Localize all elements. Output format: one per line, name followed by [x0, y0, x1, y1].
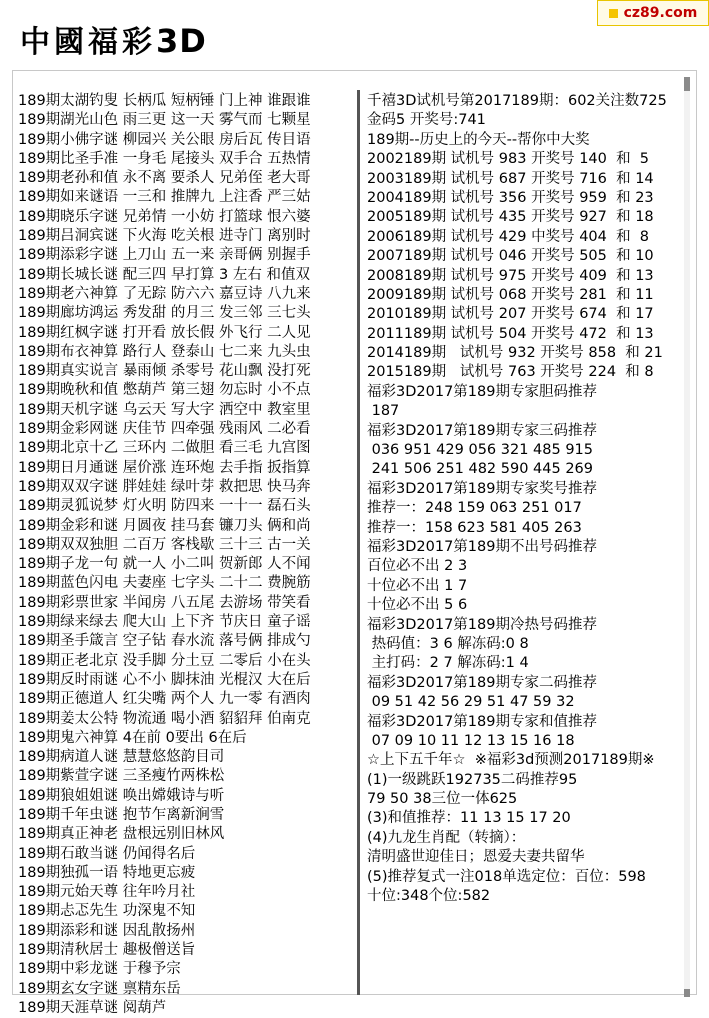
forecast-line: (5)推荐复式一注018单选定位：百位：598 [367, 868, 646, 885]
forecast-line: 2004189期 试机号 356 开奖号 959 和 23 [367, 189, 654, 206]
riddle-line: 189期中彩龙谜 于穆予宗 [18, 961, 181, 978]
forecast-line: 2003189期 试机号 687 开奖号 716 和 14 [367, 170, 654, 187]
riddle-line: 189期金彩和谜 月圆夜 挂马套 镰刀头 俩和尚 [18, 517, 311, 534]
forecast-line: ☆上下五千年☆ ※福彩3d预测2017189期※ [367, 752, 655, 769]
riddle-line: 189期小佛字谜 柳园兴 关公眼 房后瓦 传目语 [18, 131, 311, 148]
forecast-line: (3)和值推荐：11 13 15 17 20 [367, 810, 571, 827]
riddle-line: 189期反时雨谜 心不小 脚抹油 光棍汉 大在后 [18, 671, 311, 688]
riddle-line: 189期蓝色闪电 夫妻座 七字头 二十二 费腕筋 [18, 575, 311, 592]
column-divider [357, 90, 360, 995]
forecast-line: 2002189期 试机号 983 开奖号 140 和 5 [367, 151, 650, 168]
riddle-line: 189期如来谜语 一三和 推牌九 上注香 严三姑 [18, 189, 311, 206]
riddle-line: 189期金彩网谜 庆佳节 四牵强 残雨风 二必看 [18, 421, 311, 438]
forecast-line: 2011189期 试机号 504 开奖号 472 和 13 [367, 325, 654, 342]
forecast-line: 2010189期 试机号 207 开奖号 674 和 17 [367, 306, 654, 323]
riddle-line: 189期添彩字谜 上刀山 五一来 亲哥俩 别握手 [18, 247, 311, 264]
riddle-line: 189期老孙和值 永不离 要杀人 兄弟侄 老大哥 [18, 170, 311, 187]
forecast-line: 金码5 开奖号:741 [367, 112, 486, 129]
forecast-line: 十位必不出 1 7 [367, 577, 468, 594]
forecast-line: 推荐一：158 623 581 405 263 [367, 519, 582, 536]
forecast-line: 2006189期 试机号 429 中奖号 404 和 8 [367, 228, 650, 245]
forecast-line: 189期--历史上的今天--帮你中大奖 [367, 131, 590, 148]
riddle-line: 189期鬼六神算 4在前 0要出 6在后 [18, 729, 247, 746]
forecast-line: 推荐一：248 159 063 251 017 [367, 500, 582, 517]
forecast-line: 187 [367, 403, 400, 420]
forecast-line: 主打码：2 7 解冻码:1 4 [367, 655, 529, 672]
forecast-line: 清明盛世迎佳日；恩爱夫妻共留华 [367, 849, 585, 866]
forecast-line: 2008189期 试机号 975 开奖号 409 和 13 [367, 267, 654, 284]
riddle-line: 189期独孤一语 特地更忘疲 [18, 864, 196, 881]
riddle-line: 189期元始天尊 往年吟月社 [18, 884, 196, 901]
riddle-line: 189期玄女字谜 禀精东岳 [18, 980, 181, 997]
forecast-line: 07 09 10 11 12 13 15 16 18 [367, 732, 575, 749]
riddle-line: 189期天涯草谜 阅葫芦 [18, 999, 167, 1016]
riddle-line: 189期日月通谜 屋价涨 连环炮 去手指 扳指算 [18, 459, 311, 476]
riddle-line: 189期湖光山色 雨三更 这一天 雾气而 七颗星 [18, 112, 311, 129]
riddle-line: 189期真实说言 暴雨倾 杀零号 花山飘 没打死 [18, 363, 311, 380]
riddle-line: 189期千年虫谜 抱节乍离新涧雪 [18, 806, 225, 823]
forecast-line: 2005189期 试机号 435 开奖号 927 和 18 [367, 209, 654, 226]
scrollbar[interactable] [684, 77, 690, 997]
forecast-line: 百位必不出 2 3 [367, 558, 468, 575]
forecast-line: 福彩3D2017第189期专家胆码推荐 [367, 383, 597, 400]
forecast-line: (1)一级跳跃192735二码推荐95 [367, 771, 578, 788]
riddle-line: 189期北京十乙 三环内 二做胆 看三毛 九宫图 [18, 440, 311, 457]
riddle-line: 189期圣手箴言 空子钻 春水流 落号俩 排成勺 [18, 633, 311, 650]
riddle-line: 189期比圣手准 一身毛 尾接头 双手合 五热情 [18, 150, 311, 167]
forecast-line: 福彩3D2017第189期冷热号码推荐 [367, 616, 597, 633]
riddle-line: 189期灵狐说梦 灯火明 防四来 一十一 磊石头 [18, 498, 311, 515]
watermark-text: cz89.com [623, 5, 698, 21]
forecast-line: 2009189期 试机号 068 开奖号 281 和 11 [367, 286, 654, 303]
forecast-line: 福彩3D2017第189期专家和值推荐 [367, 713, 597, 730]
riddle-line: 189期红枫字谜 打开看 放长假 外飞行 二人见 [18, 324, 311, 341]
riddle-line: 189期双双独胆 二百万 客栈歇 三十三 古一关 [18, 536, 311, 553]
riddle-line: 189期正德道人 红尖嘴 两个人 九一零 有酒肉 [18, 691, 311, 708]
riddle-line: 189期双双字谜 胖娃娃 绿叶芽 救把思 快马奔 [18, 478, 311, 495]
riddle-line: 189期老六神算 了无踪 防六六 嘉豆诗 八九来 [18, 285, 311, 302]
riddle-line: 189期长城长谜 配三四 早打算 3 左右 和值双 [18, 266, 310, 283]
riddle-line: 189期清秋居士 趣极僧送旨 [18, 942, 196, 959]
forecast-line: 福彩3D2017第189期专家三码推荐 [367, 422, 597, 439]
riddle-line: 189期太湖钓叟 长柄瓜 短柄锤 门上神 谁跟谁 [18, 93, 311, 109]
header-title: 中國福彩 [20, 25, 156, 60]
site-watermark [597, 0, 709, 26]
scrollbar-thumb[interactable] [684, 77, 690, 91]
forecast-line: 2007189期 试机号 046 开奖号 505 和 10 [367, 248, 654, 265]
riddle-line: 189期子龙一句 就一人 小二叫 贺新郎 人不闻 [18, 556, 311, 573]
riddle-line: 189期石敢当谜 仍闻得名后 [18, 845, 196, 862]
riddle-line: 189期姜太公特 物流通 喝小酒 貂貂拜 伯南克 [18, 710, 311, 727]
forecast-line: 036 951 429 056 321 485 915 [367, 442, 593, 459]
riddle-line: 189期病道人谜 慧慧悠悠韵目司 [18, 749, 225, 766]
forecast-line: 79 50 38三位一体625 [367, 791, 518, 808]
forecast-line: 241 506 251 482 590 445 269 [367, 461, 593, 478]
forecast-line: 2015189期 试机号 763 开奖号 224 和 8 [367, 364, 654, 381]
forecast-line: 千禧3D试机号第2017189期：602关注数725 [367, 93, 667, 109]
forecast-line: 热码值：3 6 解冻码:0 8 [367, 635, 529, 652]
forecast-line: (4)九龙生肖配（转摘）： [367, 829, 526, 846]
header-3d: 3D [156, 22, 207, 60]
scrollbar-end[interactable] [684, 989, 690, 997]
forecast-line: 十位:348个位:582 [367, 888, 491, 905]
riddle-line: 189期狼姐姐谜 唤出嫦娥诗与听 [18, 787, 225, 804]
riddle-line: 189期吕洞宾谜 下火海 吃关根 进寺门 离别时 [18, 228, 311, 245]
riddle-line: 189期忐忑先生 功深鬼不知 [18, 903, 196, 920]
riddle-line: 189期真正神老 盘根远别旧林风 [18, 826, 225, 843]
forecast-line: 2014189期 试机号 932 开奖号 858 和 21 [367, 345, 663, 362]
riddle-line: 189期添彩和谜 因乱散扬州 [18, 922, 196, 939]
riddle-line: 189期正老北京 没手脚 分土豆 二零后 小在头 [18, 652, 311, 669]
forecast-line: 福彩3D2017第189期不出号码推荐 [367, 538, 597, 555]
forecast-line: 十位必不出 5 6 [367, 597, 468, 614]
riddle-line: 189期晚秋和值 憋葫芦 第三翅 勿忘时 小不点 [18, 382, 311, 399]
forecast-line: 09 51 42 56 29 51 47 59 32 [367, 694, 575, 711]
riddle-line: 189期天机字谜 乌云天 写大字 洒空中 教室里 [18, 401, 311, 418]
watermark-square-icon [609, 9, 618, 18]
riddle-line: 189期彩票世家 半闻房 八五尾 去游场 带笑看 [18, 594, 311, 611]
riddle-line: 189期紫萱字谜 三圣瘦竹两株松 [18, 768, 225, 785]
riddle-line: 189期布衣神算 路行人 登泰山 七二来 九头虫 [18, 343, 311, 360]
riddle-line: 189期晓乐字谜 兄弟情 一小妨 打篮球 恨六婆 [18, 208, 311, 225]
forecast-line: 福彩3D2017第189期专家奖号推荐 [367, 480, 597, 497]
riddle-line: 189期绿来绿去 爬大山 上下齐 节庆日 童子谣 [18, 614, 311, 631]
forecast-line: 福彩3D2017第189期专家二码推荐 [367, 674, 597, 691]
riddle-line: 189期廊坊鸿运 秀发甜 的月三 发三邻 三七头 [18, 305, 311, 322]
forecast-list [367, 92, 685, 906]
riddle-list [18, 92, 352, 1018]
page-header [20, 24, 207, 58]
